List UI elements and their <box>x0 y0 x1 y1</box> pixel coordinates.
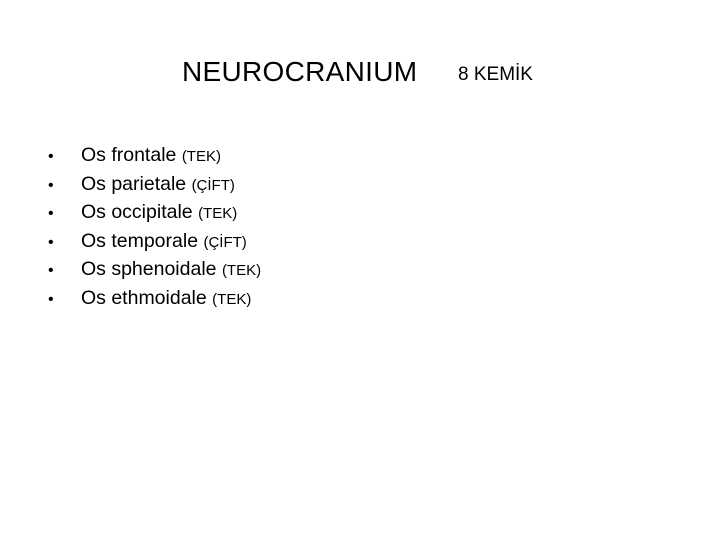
bone-qualifier: (ÇİFT) <box>203 233 247 251</box>
bone-count-note: 8 KEMİK <box>458 64 533 85</box>
list-item <box>48 255 261 284</box>
bullet-icon: • <box>48 176 54 194</box>
bone-qualifier: (TEK) <box>181 148 221 165</box>
bone-name: Os occipitale <box>81 201 193 223</box>
bone-name: Os sphenoidale <box>81 258 217 280</box>
bone-name: Os parietale <box>81 172 187 195</box>
list-item <box>48 198 261 227</box>
bone-qualifier: (TEK) <box>221 262 262 279</box>
bone-name: Os frontale <box>81 144 177 166</box>
bone-qualifier: (TEK) <box>212 290 252 308</box>
bullet-icon: • <box>48 262 54 279</box>
bullet-icon: • <box>48 290 54 308</box>
bullet-icon: • <box>48 148 54 165</box>
bone-qualifier: (ÇİFT) <box>191 176 235 194</box>
bone-qualifier: (TEK) <box>198 205 238 222</box>
bone-list <box>48 141 261 312</box>
list-item <box>48 170 261 199</box>
bullet-icon: • <box>48 233 54 251</box>
bone-name: Os temporale <box>81 229 199 252</box>
slide-title: NEUROCRANIUM <box>182 56 418 87</box>
bone-name: Os ethmoidale <box>81 286 207 309</box>
list-item <box>48 141 261 170</box>
list-item <box>48 227 261 256</box>
list-item <box>48 284 261 313</box>
bullet-icon: • <box>48 205 54 222</box>
